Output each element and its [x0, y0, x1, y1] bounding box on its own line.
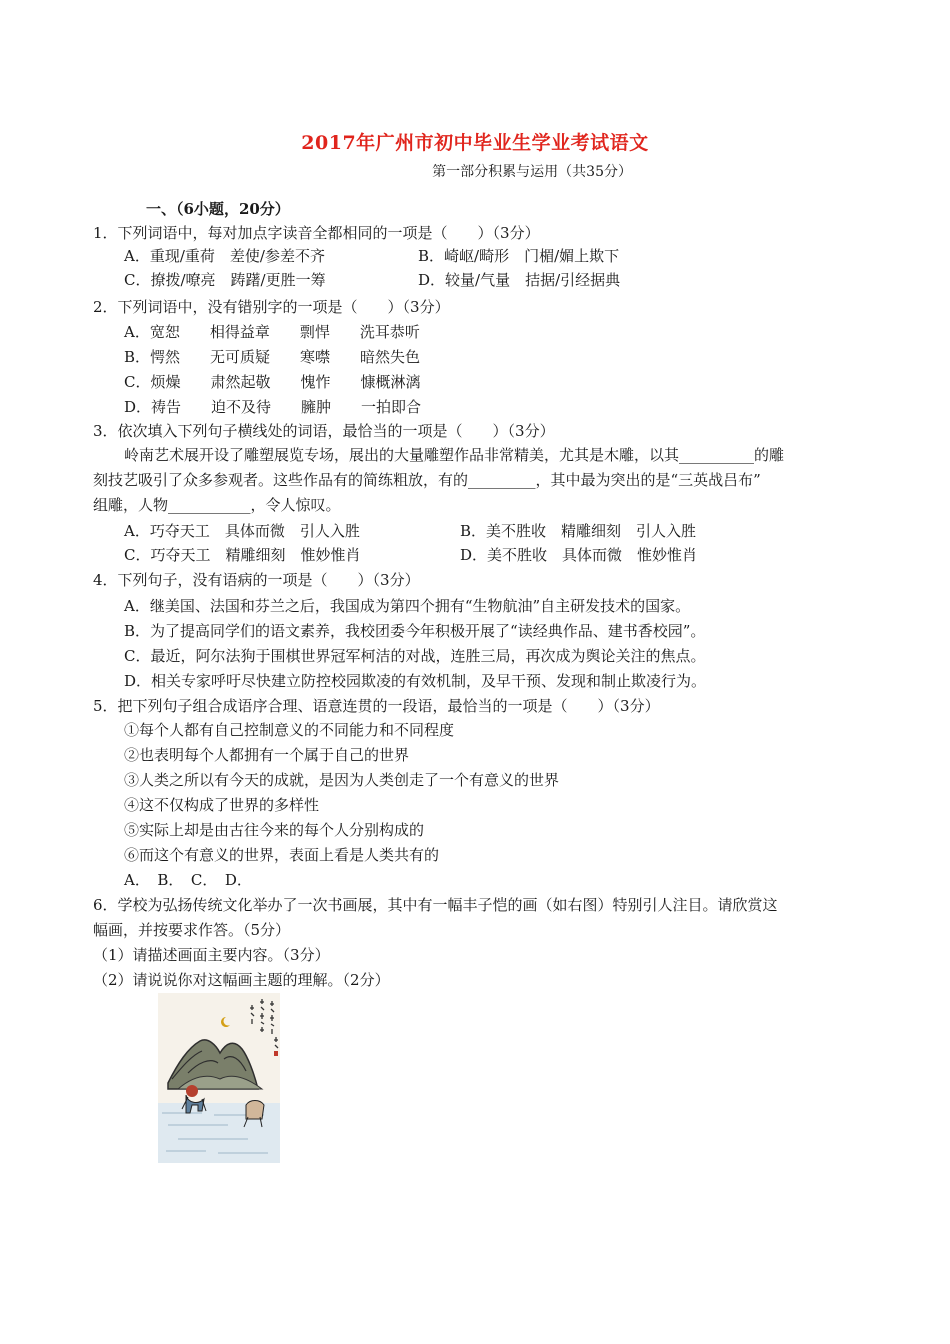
q6-stem-line-2: 幅画，并按要求作答。（5分）	[93, 921, 291, 939]
q5-sentence-4: ④这不仅构成了世界的多样性	[124, 796, 320, 814]
section-subtitle: 第一部分积累与运用（共35分）	[432, 164, 632, 180]
q1-option-a: A．重现/重荷 差使/参差不齐	[124, 247, 325, 265]
q1-option-c: C．撩拨/嘹亮 踌躇/更胜一筹	[124, 271, 326, 289]
q4-option-b: B．为了提高同学们的语文素养，我校团委今年积极开展了“读经典作品、建书香校园”。	[124, 622, 706, 640]
q1-option-d: D．较量/气量 拮据/引经据典	[418, 271, 621, 289]
q3-option-a: A．巧夺天工 具体而微 引人入胜	[124, 522, 360, 540]
q5-sentence-1: ①每个人都有自己控制意义的不同能力和不同程度	[124, 721, 455, 739]
q1-option-b: B．崎岖/畸形 门楣/媚上欺下	[418, 247, 620, 265]
q4-stem: 4．下列句子，没有语病的一项是（ ）（3分）	[93, 571, 420, 589]
q3-option-b: B．美不胜收 精雕细刻 引人入胜	[460, 522, 697, 540]
q3-stem: 3．依次填入下列句子横线处的词语，最恰当的一项是（ ）（3分）	[93, 422, 555, 440]
q5-sentence-3: ③人类之所以有今天的成就，是因为人类创走了一个有意义的世界	[124, 771, 560, 789]
q2-option-d: D．祷告 迫不及待 臃肿 一拍即合	[124, 398, 422, 416]
q2-stem: 2．下列词语中，没有错别字的一项是（ ）（3分）	[93, 298, 450, 316]
q5-stem: 5．把下列句子组合成语序合理、语意连贯的一段语，最恰当的一项是（ ）（3分）	[93, 697, 660, 715]
q3-passage-line-2: 刻技艺吸引了众多参观者。这些作品有的简练粗放，有的_________，其中最为突出的是“三英战吕布”	[93, 471, 761, 489]
q4-option-a: A．继美国、法国和芬兰之后，我国成为第四个拥有“生物航油”自主研发技术的国家。	[124, 597, 691, 615]
q3-passage-line-1: 岭南艺术展开设了雕塑展览专场，展出的大量雕塑作品非常精美，尤其是木雕，以其__________的雕	[124, 446, 785, 464]
q5-sentence-2: ②也表明每个人都拥有一个属于自己的世界	[124, 746, 410, 764]
section-heading: 一、（6小题，20分）	[146, 200, 290, 218]
painting-illustration	[158, 993, 280, 1163]
q2-option-c: C．烦燥 肃然起敬 愧怍 慷概淋漓	[124, 373, 421, 391]
q2-option-a: A．宽恕 相得益章 剽悍 洗耳恭听	[124, 323, 420, 341]
q5-sentence-6: ⑥而这个有意义的世界，表面上看是人类共有的	[124, 846, 440, 864]
q5-options: A． B． C． D．	[124, 871, 252, 889]
q3-option-d: D．美不胜收 具体而微 惟妙惟肖	[460, 546, 698, 564]
q6-stem-line-1: 6．学校为弘扬传统文化举办了一次书画展，其中有一幅丰子恺的画（如右图）特别引人注目。请欣赏这	[93, 896, 778, 914]
q4-option-d: D．相关专家呼吁尽快建立防控校园欺凌的有效机制，及早干预、发现和制止欺凌行为。	[124, 672, 707, 690]
page-title: 2017年广州市初中毕业生学业考试语文	[301, 132, 649, 154]
q5-sentence-5: ⑤实际上却是由古往今来的每个人分别构成的	[124, 821, 425, 839]
q1-stem: 1．下列词语中，每对加点字读音全都相同的一项是（ ）（3分）	[93, 224, 540, 242]
q6-subquestion-1: （1）请描述画面主要内容。（3分）	[93, 946, 330, 964]
q4-option-c: C．最近，阿尔法狗于围棋世界冠军柯洁的对战，连胜三局，再次成为舆论关注的焦点。	[124, 647, 706, 665]
q2-option-b: B．愕然 无可质疑 寒噤 暗然失色	[124, 348, 421, 366]
q3-option-c: C．巧夺天工 精雕细刻 惟妙惟肖	[124, 546, 361, 564]
q6-subquestion-2: （2）请说说你对这幅画主题的理解。（2分）	[93, 971, 390, 989]
q3-passage-line-3: 组雕，人物___________，令人惊叹。	[93, 496, 341, 514]
